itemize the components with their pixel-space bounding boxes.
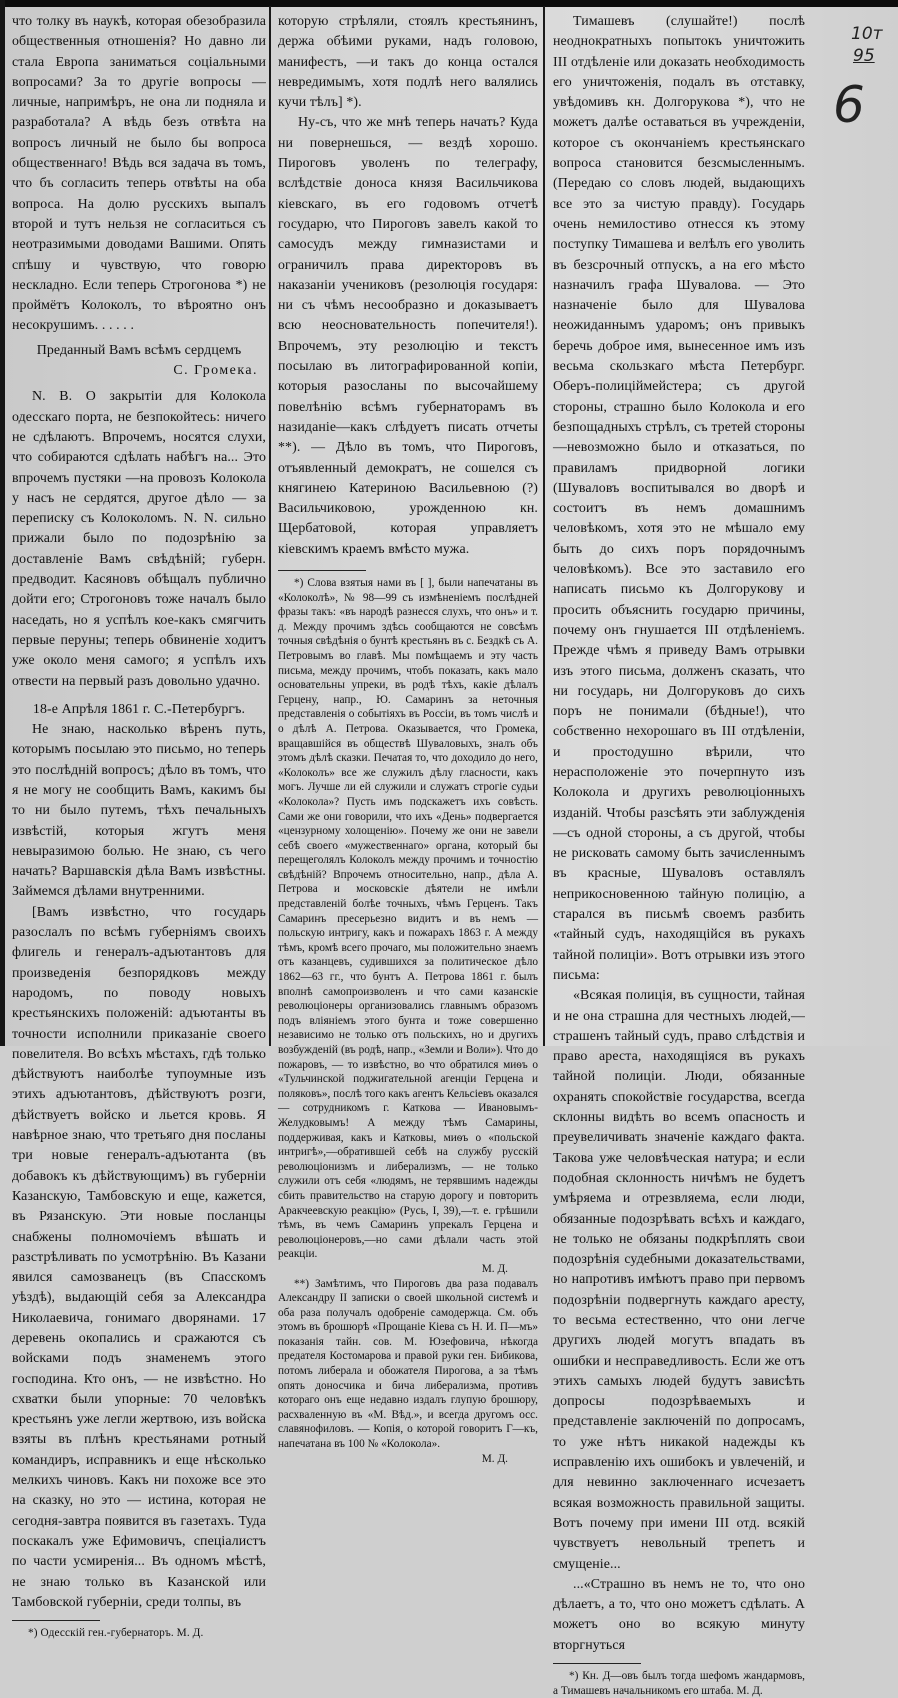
letter-closing: Преданный Вамъ всѣмъ сердцемъ (36, 342, 242, 358)
handwritten-archive-mark: 95 (853, 46, 875, 66)
footnote: *) Слова взятыя нами въ [ ], были напечатаны въ «Колоколѣ», № 98—99 съ измѣненіемъ послѣдней фразы такъ: «въ народѣ разнесся слухъ, что онъ» и т. д. Между прочимъ здѣсь сообщаются не совсѣмъ точныя свѣдѣнія о бунтѣ крестьянъ въ с. Бездкѣ съ А. Петровымъ во главѣ. Мы помѣщаемъ и эту часть письма, между прочимъ, чтобъ показать, какъ мало основательны упреки, въ родѣ тѣхъ, какіе дѣлалъ Герцену, напр., Ю. Самаринъ за неточныя представленія о событіяхъ въ Россіи, въ томъ числѣ и о дѣлѣ А. Петрова. Оказывается, что Громека, вращавшійся въ обществѣ Шуваловыхъ, зналъ объ этомъ дѣлѣ сказки. Печатая то, что доходило до него, «Колоколъ» все же служилъ дѣлу гласности, какъ могъ. Лучше ли ей служили и служатъ строгіе судьи «Колокола»? Пусть имъ подскажетъ ихъ совѣсть. Сами же они говорили, что ихъ «День» подвергается «цензурному холощенію». Почему же они не завели себѣ своего «мужественнаго» органа, который бы перещеголялъ Колоколъ между прочимъ и точностію свѣдѣній? Впрочемъ относительно, напр., дѣла А. Петрова и московскіе дѣятели не имѣли представленій болѣе точныхъ, чѣмъ Герценъ. Такъ Самаринъ пресерьезно видитъ и въ немъ — польскую интригу, какъ и пожарахъ 1863 г. А между тѣмъ, кромѣ всего прочаго, мы положительно знаемъ отъ казанцевъ, судившихся за политическое дѣло 1862—63 гг., что бунтъ А. Петрова 1861 г. былъ вполнѣ самопроизволенъ и что сами казанскіе революціонеры организовались главнымъ образомъ подъ вліяніемъ этого бунта и тоже совершенно независимо не только отъ польскихъ, но и другихъ возбужденій (въ родѣ, напр., «Земли и Воли»). Что до пожаровъ, — то извѣстно, во что обратился миѳъ о «Тульчинской поджигательной агенціи Герцена и поляковъ», послѣ того какъ агентъ Кельсіевъ оказался — сотрудникомъ г. Каткова — Ивановымъ-Желудковымъ! А между тѣмъ Самарины, поддерживая, какъ и Катковы, миѳъ о «польской интригѣ»,—обратившей себѣ на службу русскій революціонизмъ и либерализмъ, — не только служили отъ себя «людямъ, не терявшимъ надежды сбить правительство на старую дорогу и повторить Аракчеевскую реакцію» (Русь, I, 39),—т. е. грѣшили тѣмъ, въ чемъ Самаринъ упрекалъ Герцена и революціонеровъ,—но сами дѣлали часть этой реакціи. (278, 577, 538, 1261)
letter-signature: С. Громека. (173, 363, 258, 379)
paragraph: Тимашевъ (слушайте!) послѣ неоднократныхъ попытокъ уничтожить III отдѣленіе или доказать необходимость его уничтоженія, подалъ въ отставку, увѣдомивъ кн. Долгорукова *), что не можетъ далѣе оставаться въ учрежденіи, которое съ окончаніемъ крестьянскаго вопроса становится безсмысленнымъ. (Передаю со словъ людей, выдающихъ все это за чистую правду). Государь очень немилостиво отнесся къ этому поступку Тимашева и велѣлъ его уволить въ безсрочный отпускъ, а на его мѣсто назначилъ графа Шувалова. — Это назначеніе было для Шувалова неожиданнымъ ударомъ; онъ привыкъ беречь доброе имя, вынесенное имъ изъ весьма скользкаго мѣста Петербург. Оберъ-полиціймейстера; съ другой стороны, страшно было Колокола и его безпощадныхъ стрѣлъ, съ третей стороны—невозможно было и отказаться, по правиламъ придворной логики (Шуваловъ воспитывался во дворѣ и состоитъ въ немъ домашнимъ человѣкомъ, хотя это не мѣшало ему быть до сихъ поръ порядочнымъ человѣкомъ). Все это заставило его написать письмо къ Долгорукову и просить объяснить государю причины, почему онъ гнушается III отдѣленіемъ. Прежде чѣмъ я приведу Вамъ отрывки изъ этого письма, долженъ сказать, что ни государь, ни Долгоруковъ до сихъ поръ не понимали (бѣдные!), что собственно нехорошаго въ III отдѣленіи, и простодушно вѣрили, что нерасположеніе это почерпнуто изъ Колокола и другихъ революціонныхъ изданій. Чтобы разсѣять эти заблужденія—съ одной стороны, а съ другой, чтобы не рисковать самому быть зачисленнымъ въ красные, Шуваловъ оставлялъ неприкосновенною тайную полицію, а старался въ письмѣ своемъ разбить «тайный судъ, находящійся въ рукахъ тайной полиціи». Вотъ отрывки изъ этого письма: (553, 14, 805, 983)
handwritten-page-number: 6 (833, 76, 865, 134)
footnote-signature: М. Д. (481, 1452, 508, 1465)
footnote: *) Одесскій ген.-губернаторъ. М. Д. (28, 1627, 204, 1640)
paragraph: Ну-съ, что же мнѣ теперь начать? Куда ни повернешься, — вездѣ хорошо. Пироговъ уволенъ по телеграфу, вслѣдствіе доноса князя Васильчикова кіевскаго, въ его годовомъ отчетѣ государю, что Пироговъ завелъ какой то самосудъ между гимназистами и ограничилъ права директоровъ въ наказаніи учениковъ (резолюція государя: ни съ чѣмъ несообразно и доказываетъ всю неосновательность попечителя!). Впрочемъ, эту резолюцію и текстъ посылаю въ литографированной копіи, которыя разосланы по высочайшему повелѣнію всѣмъ губернаторамъ въ назиданіе—какъ слѣдуетъ писать отчеты **). — Дѣло въ томъ, что Пироговъ, отъявленный демократъ, не сошелся съ княгинею Катериною Васильевною (?) Васильчиковою, урожденною кн. Щербатовой, которая управляетъ кіевскимъ краемъ вмѣсто мужа. (278, 115, 538, 557)
footnote-separator (12, 1620, 100, 1621)
footnote-separator (278, 570, 366, 571)
column-3 (553, 12, 805, 1698)
postscript: N. B. О закрытіи для Колокола одесскаго порта, не безпокойтесь: ничего не сдѣлаютъ. Впрочемъ, носятся слухи, что собираются сдѣлать набѣгъ на... Это впрочемъ пустяки —на провозъ Колокола у насъ не сердятся, другое дѣло — за переписку съ Колоколомъ. N. N. сильно прижали было по подозрѣнію за доставленіе Вамъ свѣдѣній; губерн. предводит. Касяновъ обѣщалъ публично дойти его; Строгоновъ тоже началъ было наседать, но я успѣлъ кое-какъ смягчить первые перуны; теперь обвиненіе ходитъ уже около меня самого; я успѣлъ ихъ отвести на первый разъ довольно удачно. (12, 389, 266, 689)
footnote-separator (553, 1663, 641, 1664)
paragraph: что толку въ наукѣ, которая обезобразила общественныя отношенія? Но давно ли стала Европа заниматься соціальными вопросами? За то другіе вопросы — личные, напримѣръ, не она ли подняла и разработала? А вѣдь безъ отвѣта на вопросъ личный не было бы вопроса общественнаго! Вѣдь вся задача въ томъ, что бъ согласить теперь отвѣты на оба вопроса. На долю русскихъ выпалъ второй и тутъ нельзя не согласиться съ неотразимыми доводами Вашими. Опять спѣшу и чувствую, что говорю нескладно. Если теперь Строгонова *) не проймётъ Колоколъ, то вѣроятно онъ несокрушимъ. . . . . . (12, 14, 266, 334)
paragraph: [Вамъ извѣстно, что государь разослалъ по всѣмъ губерніямъ своихъ флигель и генералъ-адъютантовъ для произведенія безпорядковъ между народомъ, по поводу новыхъ крестьянскихъ положеній: адъютанты въ точности исполнили приказаніе своего повелителя. Во всѣхъ мѣстахъ, гдѣ только дѣйствуютъ наиболѣе тупоумные изъ этихъ адъютантовъ, дѣйствуютъ розги, дѣйствуетъ войско и льется кровь. Я навѣрное знаю, что третьяго дня посланы три новые генералъ-адъютанта (въ добавокъ къ дѣйствующимъ) въ губерніи Казанскую, Тамбовскую и еще, кажется, въ Рязанскую. Эти новые посланцы снабжены полномочіемъ вѣшать и разстрѣливать по усмотрѣнію. Въ Казани явился самозванецъ (въ Спасскомъ уѣздѣ), выдающій себя за Александра Николаевича, гонимаго дворянами. 17 деревень окопались и сражаются съ войсками подъ знаменемъ этого господина. Кто онъ, — не извѣстно. Но схватки были упорные: 70 человѣкъ крестьянъ уже легли жертвою, изъ войска взяты въ плѣнъ крестьянами ротный командиръ, исправникъ и еще нѣсколько мелкихъ чиновъ. Какъ ни похоже все это на сказку, но это — истина, которая не сегодня-завтра появится въ газетахъ. Туда поскакалъ уже Ефимовичъ, спеціалистъ по части усмиренія... Въ одномъ мѣстѣ, не знаю только въ Казанской или Тамбовской губерніи, среди толпы, въ (12, 904, 266, 1610)
footnote: *) Кн. Д—овъ былъ тогда шефомъ жандармовъ, а Тимашевъ начальникомъ его штаба. М. Д. (553, 1670, 805, 1697)
scan-border-top (0, 0, 898, 7)
column-rule (543, 6, 545, 1046)
footnote: **) Замѣтимъ, что Пироговъ два раза подавалъ Александру II записки о своей школьной системѣ и оба раза получалъ одобреніе самодержца. См. объ этомъ въ брошюрѣ «Прощаніе Кіева съ Н. И. П—мъ» показанія тайн. сов. М. Юзефовича, нѣкогда предателя Костомарова и правой руки ген. Бибикова, потомъ либерала и обожателя Пирогова, а за тѣмъ опять доносчика и бича либерализма, противъ котораго онъ еще недавно издалъ глупую брошюру, расхваленную въ «М. Вѣд.», и всегда другомъ осс. славянофиловъ. — Копія, о которой говоритъ Г—къ, напечатана въ 100 № «Колокола». (278, 1277, 538, 1451)
column-2 (278, 12, 538, 1466)
column-rule (269, 6, 271, 1046)
quoted-letter: «Всякая полиція, въ сущности, тайная и не она страшна для честныхъ людей,—страшенъ тайный судъ, право слѣдствія и право ареста, находящіяся въ рукахъ тайной полиціи. Люди, обязанные охранять спокойствіе государства, всегда склонны видѣть во всемъ опасность и преувеличивать значеніе каждаго факта. Такова уже человѣческая натура; и если подобная склонность ничѣмъ не будетъ умѣряема и отрезвляема, если люди, обязанные подозрѣвать всѣхъ и каждаго, не только не обязаны подкрѣплять свои подозрѣнія судебными доказательствами, но напротивъ имѣютъ право при первомъ подозрѣніи подвергнуть каждаго аресту, то весьма естественно, что они легче другихъ людей могутъ впадать въ ошибки и несправедливость. Если же отъ этихъ самыхъ людей будутъ зависѣть допросы подозрѣваемыхъ и представленіе заключеній по допросамъ, то уже нѣтъ никакой надежды къ исправленію ихъ ошибокъ и увлеченій, и для невинно заключеннаго исчезаетъ всякая возможность правильной защиты. Вотъ почему при имени III отд. всякій чувствуетъ невольный трепетъ и смущеніе... (553, 988, 805, 1572)
column-1 (12, 12, 266, 1641)
scan-border-left (0, 0, 5, 1046)
paragraph: которую стрѣляли, стоялъ крестьянинъ, держа обѣими руками, надъ головою, манифестъ, —и такъ до конца остался невредимымъ, хотя подлѣ него валялись кучи тѣлъ] *). (278, 14, 538, 111)
footnote-signature: М. Д. (481, 1262, 508, 1275)
handwritten-archive-mark: 10т (851, 24, 883, 44)
paragraph: Не знаю, насколько вѣренъ путь, которымъ посылаю это письмо, но теперь это послѣдній вопросъ; дѣло въ томъ, что я не могу не сообщить Вамъ, какимъ бы то ни было путемъ, тѣхъ печальныхъ извѣстій, которыя жгутъ меня невыразимою болью. Не знаю, съ чего начать? Варшавскія дѣла Вамъ извѣстны. Займемся дѣлами внутренними. (12, 722, 266, 900)
quoted-letter: ...«Страшно въ немъ не то, что оно дѣлаетъ, а то, что оно можетъ сдѣлать. А можетъ оно во всякую минуту вторгнуться (553, 1576, 805, 1653)
dateline: 18-е Апрѣля 1861 г. С.-Петербургъ. (32, 701, 246, 717)
